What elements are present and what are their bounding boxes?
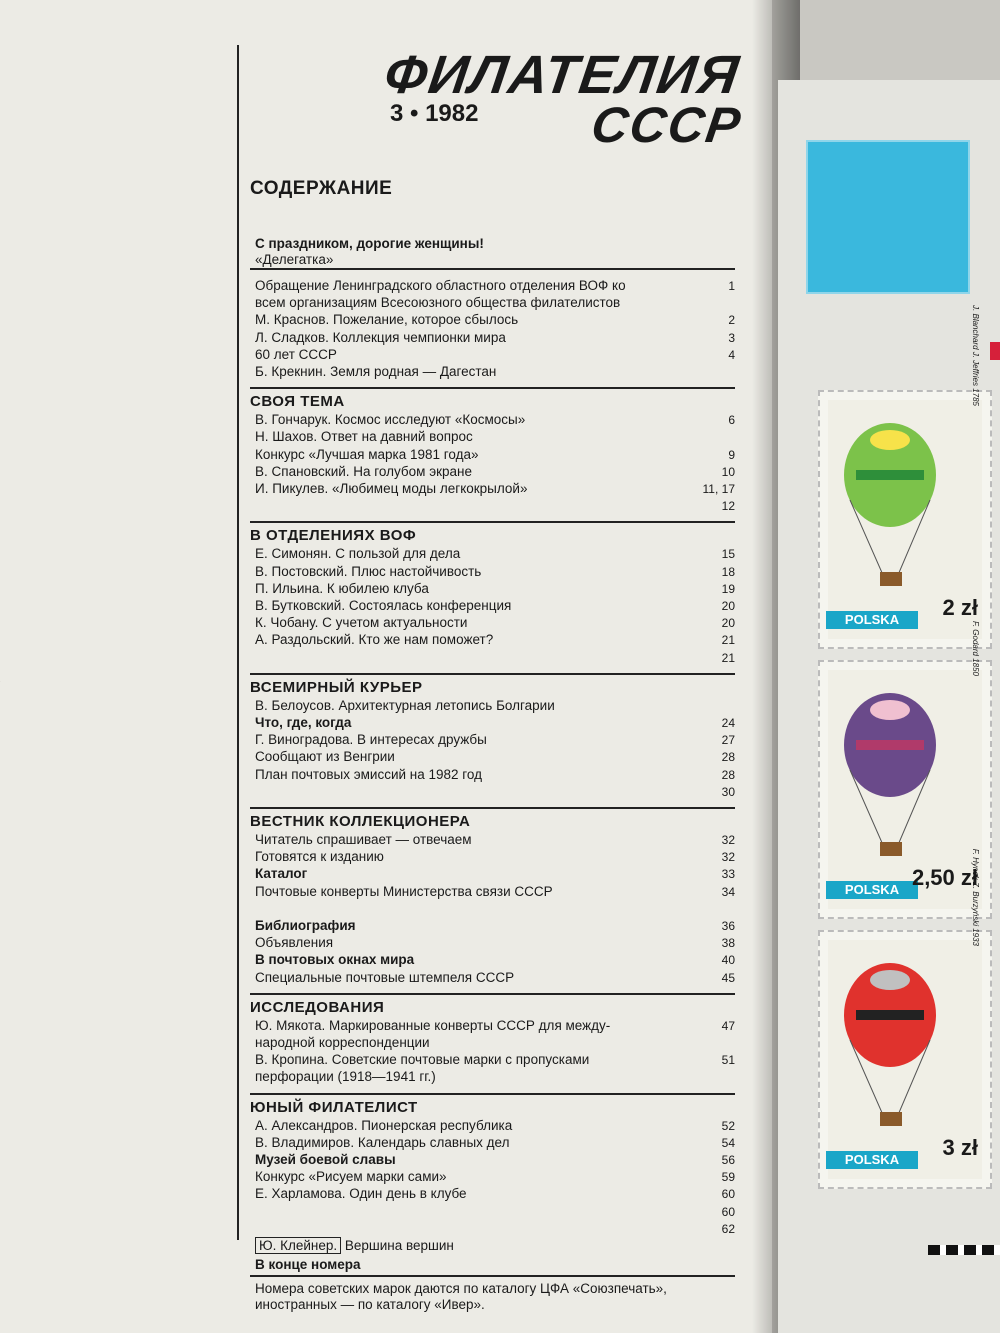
section-rule bbox=[250, 1093, 735, 1095]
section-rule bbox=[250, 1275, 735, 1277]
toc-page-number: 33 bbox=[721, 867, 735, 882]
toc-entry bbox=[255, 849, 735, 865]
toc-entry-title: Конкурс «Лучшая марка 1981 года» bbox=[255, 446, 479, 462]
toc-entry bbox=[255, 481, 735, 497]
toc-page-number: 20 bbox=[721, 599, 735, 613]
toc-page-number: 2 bbox=[728, 313, 735, 328]
toc-page-number: 52 bbox=[721, 1118, 735, 1133]
right-page-stamps bbox=[778, 80, 1000, 1333]
toc-page-number: 54 bbox=[721, 1135, 735, 1150]
toc-section-heading: ЮНЫЙ ФИЛАТЕЛИСТ bbox=[250, 1098, 418, 1116]
toc-page-number: 51 bbox=[721, 1053, 735, 1068]
end-section: В конце номера bbox=[255, 1257, 361, 1272]
column-divider bbox=[237, 45, 239, 1240]
toc-page-number: 62 bbox=[721, 1221, 735, 1236]
toc-page-number: 24 bbox=[721, 716, 735, 730]
toc-entry bbox=[255, 732, 735, 748]
section-rule bbox=[250, 993, 735, 995]
balloon-stamp bbox=[818, 620, 992, 919]
toc-entry-title: Музей боевой славы bbox=[255, 1152, 396, 1167]
toc-page-number: 15 bbox=[721, 547, 735, 562]
section-rule bbox=[250, 673, 735, 675]
toc-entry-title: П. Ильина. К юбилею клуба bbox=[255, 580, 429, 596]
toc-page-number: 6 bbox=[728, 413, 735, 428]
stamp-caption: F. Hynek Z. Burzyński 1933 bbox=[971, 848, 980, 946]
toc-entry-title: Читатель спрашивает — отвечаем bbox=[255, 832, 472, 847]
toc-page-number: 34 bbox=[721, 884, 735, 899]
toc-entry-title: В. Постовский. Плюс настойчивость bbox=[255, 563, 482, 579]
toc-entry-title: В почтовых окнах мира bbox=[255, 952, 415, 968]
toc-page-number: 28 bbox=[721, 767, 735, 782]
toc-entry-title: Е. Харламова. Один день в клубе bbox=[255, 1186, 467, 1202]
toc-entry bbox=[255, 935, 735, 951]
toc-entry-title: В. Белоусов. Архитектурная летопись Болгарии bbox=[255, 697, 555, 713]
toc-entry-title: Объявления bbox=[255, 935, 334, 951]
toc-section-heading: В ОТДЕЛЕНИЯХ ВОФ bbox=[250, 527, 417, 545]
toc-entry bbox=[255, 1152, 735, 1168]
issue-number: 3 • 1982 bbox=[390, 100, 479, 127]
toc-entry-title: Специальные почтовые штемпеля СССР bbox=[255, 969, 515, 985]
red-mark bbox=[990, 342, 1000, 360]
toc-entry-title: Почтовые конверты Министерства связи СССР bbox=[255, 883, 553, 899]
toc-entry bbox=[255, 364, 735, 380]
toc-entry-title: Библиография bbox=[255, 918, 356, 933]
toc-entry bbox=[255, 1169, 735, 1185]
toc-entry bbox=[255, 615, 735, 631]
toc-page-number: 4 bbox=[728, 347, 735, 362]
toc-page-number: 32 bbox=[721, 833, 735, 847]
toc-entry bbox=[255, 767, 735, 783]
toc-entry-title: всем организациям Всесоюзного общества филателистов bbox=[255, 295, 621, 311]
toc-entry-title: народной корреспонденции bbox=[255, 1035, 430, 1050]
toc-section-heading: СВОЯ ТЕМА bbox=[250, 393, 345, 411]
toc-page-number: 30 bbox=[721, 784, 735, 799]
toc-entry bbox=[255, 715, 735, 731]
toc-entry-title: К. Чобану. С учетом актуальности bbox=[255, 615, 468, 631]
toc-entry-title: В. Гончарук. Космос исследуют «Космосы» bbox=[255, 412, 526, 428]
toc-page-number: 36 bbox=[721, 919, 735, 933]
toc-entry-boxed bbox=[255, 1238, 735, 1254]
toc-entry-title: Вершина вершин bbox=[341, 1238, 454, 1253]
toc-entry-title: В. Кропина. Советские почтовые марки с пропусками bbox=[255, 1052, 590, 1068]
masthead-title-2: СССР bbox=[588, 97, 746, 153]
toc-entry bbox=[255, 970, 735, 986]
toc-entry-title: 60 лет СССР bbox=[255, 346, 337, 362]
toc-entry bbox=[255, 832, 735, 848]
toc-entry bbox=[255, 952, 735, 968]
stamp-country: POLSKA bbox=[826, 611, 918, 629]
toc-entry bbox=[255, 698, 735, 714]
toc-entry bbox=[255, 749, 735, 765]
section-rule bbox=[250, 521, 735, 523]
toc-entry bbox=[255, 412, 735, 428]
toc-entry bbox=[255, 278, 735, 294]
footnote-line: иностранных — по каталогу «Ивер». bbox=[255, 1297, 485, 1312]
section-rule bbox=[250, 807, 735, 809]
toc-page-number: 38 bbox=[721, 936, 735, 951]
toc-entry-title: И. Пикулев. «Любимец моды легкокрылой» bbox=[255, 481, 528, 496]
boxed-author: Ю. Клейнер. bbox=[255, 1237, 341, 1254]
stamp-country: POLSKA bbox=[826, 881, 918, 899]
toc-entry-title: Конкурс «Рисуем марки сами» bbox=[255, 1169, 447, 1185]
contents-heading: СОДЕРЖАНИЕ bbox=[250, 178, 393, 199]
toc-entry-title: А. Раздольский. Кто же нам поможет? bbox=[255, 632, 494, 648]
toc-page-number: 28 bbox=[721, 750, 735, 765]
toc-entry-title: Каталог bbox=[255, 866, 308, 882]
toc-page-number: 10 bbox=[721, 464, 735, 479]
toc-entry bbox=[255, 918, 735, 934]
toc-entry bbox=[255, 347, 735, 363]
toc-entry-title: В. Спановский. На голубом экране bbox=[255, 463, 472, 479]
stamp-value: 2 zł bbox=[942, 595, 978, 620]
toc-page-number: 21 bbox=[721, 650, 735, 665]
toc-page-number: 32 bbox=[721, 850, 735, 865]
toc-entry bbox=[255, 330, 735, 346]
masthead-title: ФИЛАТЕЛИЯ bbox=[380, 45, 744, 105]
toc-entry-title: Л. Сладков. Коллекция чемпионки мира bbox=[255, 329, 506, 345]
toc-entry bbox=[255, 598, 735, 614]
toc-page-number: 11, 17 bbox=[702, 482, 735, 496]
toc-entry bbox=[255, 564, 735, 580]
intro-title: С праздником, дорогие женщины! bbox=[255, 236, 484, 251]
toc-entry bbox=[255, 1018, 735, 1034]
toc-entry bbox=[255, 447, 735, 463]
toc-page-number: 40 bbox=[721, 953, 735, 968]
toc-entry bbox=[255, 581, 735, 597]
stamp-caption: J. Blanchard J. Jeffries 1785 bbox=[971, 305, 980, 406]
toc-entry bbox=[255, 632, 735, 648]
toc-entry-title: перфорации (1918—1941 гг.) bbox=[255, 1069, 436, 1085]
section-rule bbox=[250, 268, 735, 270]
blue-block bbox=[806, 140, 970, 294]
footer-stripe bbox=[928, 1245, 1000, 1255]
toc-page-number: 45 bbox=[721, 970, 735, 985]
stamp-country: POLSKA bbox=[826, 1151, 918, 1169]
toc-page-number: 27 bbox=[721, 733, 735, 748]
toc-entry-title: Сообщают из Венгрии bbox=[255, 749, 395, 765]
stamp-value: 3 zł bbox=[942, 1135, 978, 1160]
toc-page-number: 60 bbox=[721, 1187, 735, 1202]
toc-entry-title: Н. Шахов. Ответ на давний вопрос bbox=[255, 429, 473, 445]
toc-entry bbox=[255, 1052, 735, 1068]
toc-entry-title: Б. Крекнин. Земля родная — Дагестан bbox=[255, 364, 497, 379]
toc-section-heading: ВСЕМИРНЫЙ КУРЬЕР bbox=[250, 678, 423, 696]
toc-entry bbox=[255, 1135, 735, 1151]
toc-entry-title: В. Бутковский. Состоялась конференция bbox=[255, 598, 512, 613]
toc-entry bbox=[255, 429, 735, 445]
toc-entry-title: Обращение Ленинградского областного отделения ВОФ ко bbox=[255, 278, 626, 293]
toc-page-number: 3 bbox=[728, 330, 735, 345]
toc-entry-title: Что, где, когда bbox=[255, 715, 352, 730]
toc-entry bbox=[255, 1118, 735, 1134]
toc-page-number: 47 bbox=[721, 1018, 735, 1033]
toc-page-number: 56 bbox=[721, 1153, 735, 1167]
stamp-caption: F. Godard 1850 bbox=[971, 620, 980, 676]
toc-entry bbox=[255, 546, 735, 562]
stamp-value: 2,50 zł bbox=[911, 865, 978, 890]
toc-section-heading: ИССЛЕДОВАНИЯ bbox=[250, 998, 385, 1016]
intro-subtitle: «Делегатка» bbox=[255, 252, 334, 267]
toc-page-number: 1 bbox=[728, 279, 735, 293]
toc-page-number: 21 bbox=[721, 633, 735, 648]
toc-entry-title: Готовятся к изданию bbox=[255, 849, 384, 865]
toc-entry-title: М. Краснов. Пожелание, которое сбылось bbox=[255, 312, 519, 328]
toc-entry bbox=[255, 295, 735, 311]
toc-entry bbox=[255, 464, 735, 480]
toc-page-number: 19 bbox=[721, 581, 735, 596]
toc-page-number: 12 bbox=[721, 499, 735, 514]
toc-entry-title: В. Владимиров. Календарь славных дел bbox=[255, 1134, 510, 1150]
toc-entry bbox=[255, 1069, 735, 1085]
toc-entry bbox=[255, 1035, 735, 1051]
toc-page-number: 18 bbox=[721, 564, 735, 579]
toc-entry-title: План почтовых эмиссий на 1982 год bbox=[255, 766, 483, 782]
toc-page-number: 9 bbox=[728, 447, 735, 462]
toc-entry-title: Г. Виноградова. В интересах дружбы bbox=[255, 732, 487, 748]
toc-entry-title: Е. Симонян. С пользой для дела bbox=[255, 546, 461, 562]
toc-page-number: 60 bbox=[721, 1204, 735, 1219]
toc-entry-title: Ю. Мякота. Маркированные конверты СССР для между- bbox=[255, 1017, 611, 1033]
toc-entry bbox=[255, 312, 735, 328]
toc-entry bbox=[255, 866, 735, 882]
toc-page-number: 20 bbox=[721, 616, 735, 631]
toc-page-number: 59 bbox=[721, 1170, 735, 1185]
toc-entry bbox=[255, 1186, 735, 1202]
toc-entry-title: А. Александров. Пионерская республика bbox=[255, 1117, 513, 1133]
toc-entry bbox=[255, 884, 735, 900]
toc-section-heading: ВЕСТНИК КОЛЛЕКЦИОНЕРА bbox=[250, 813, 471, 830]
balloon-stamp bbox=[818, 305, 992, 649]
section-rule bbox=[250, 387, 735, 389]
footnote-line: Номера советских марок даются по каталогу ЦФА «Союзпечать», bbox=[255, 1281, 667, 1296]
